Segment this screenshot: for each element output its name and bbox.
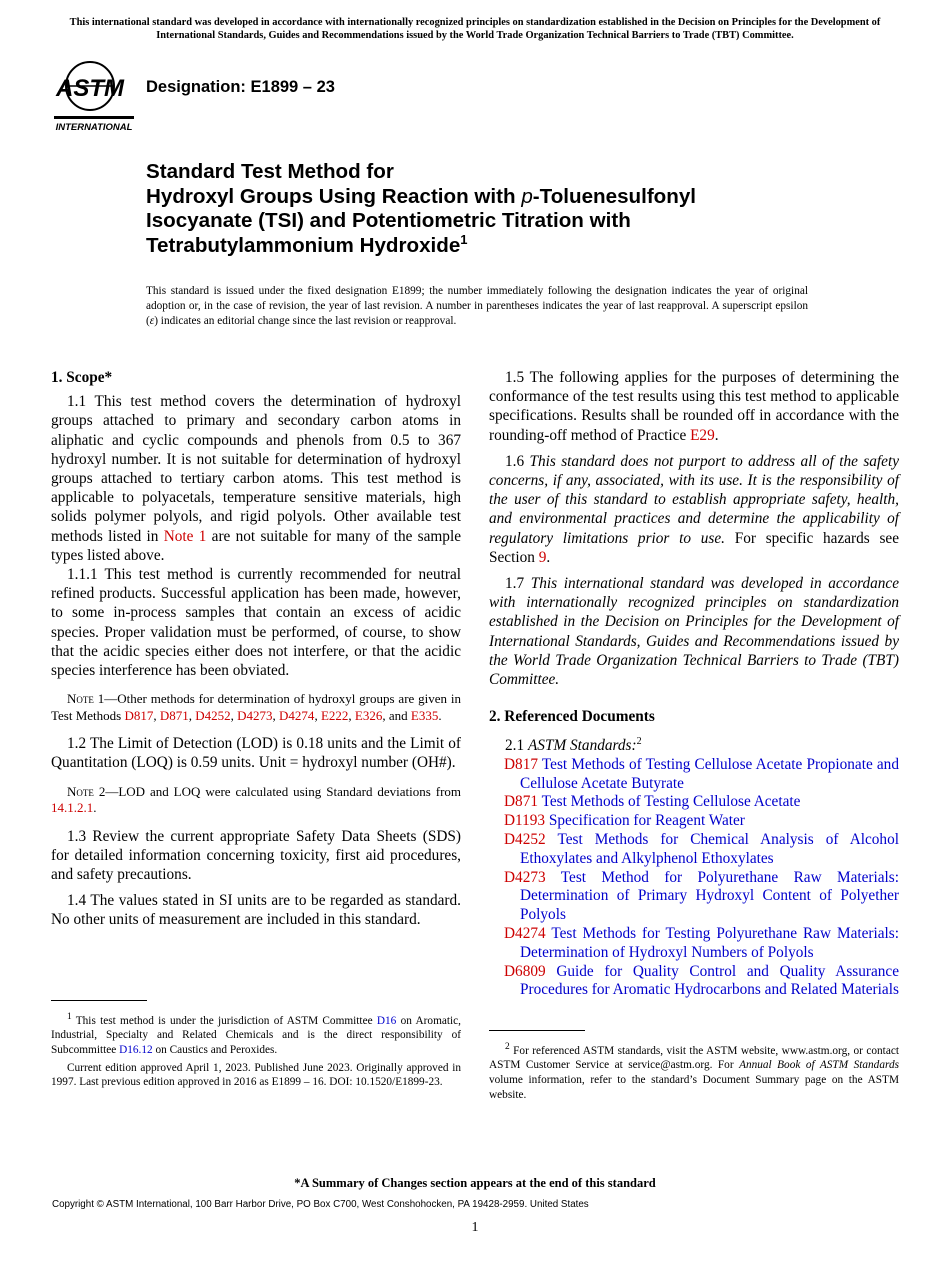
top-notice: This international standard was developed in accordance with internationally recognized principles on standardization established in the Decision on Principles for the Development of International Standards, Guides and Recommendations issued by the World Trade Organization Technical Barriers to Trade (TBT) Committee. [69, 17, 881, 41]
footnote-1: $^1$ This test method is under the jurisdiction of ASTM Committee D16 on Aromatic, Industrial, Specialty and Related Chemicals and is the direct responsibility of Subcommittee D16.12 on Caustics and Peroxides. Current edition approved April 1, 2023. Published June 2023. Originally approved in 1997. Last previous edition approved in 2016 as E1899 – 16. DOI: 10.1520/E1899-23. [51, 1012, 461, 1089]
note1-link-e222[interactable]: E222 [320, 707, 349, 723]
para-1-6: 1.6 This standard does not purport to address all of the safety concerns, if any, associated, with its use. It is the responsibility of the user of this standard to establish appropriate safety, health, and environmental practices and determine the applicability of regulatory limitations prior to use. For specific hazards see Section 9. [489, 452, 900, 566]
para-1-3: 1.3 Review the current appropriate Safety Data Sheets (SDS) for detailed information concerning toxicity, first aid procedures, and safety precautions. [51, 827, 461, 884]
note2-link-14-1-2-1[interactable]: 14.1.2.1 [51, 800, 94, 816]
note1-link-d4252[interactable]: D4252 [195, 707, 231, 723]
note1-link-e335[interactable]: E335 [410, 707, 439, 723]
left-column [51, 368, 461, 930]
note1-link-d4273[interactable]: D4273 [237, 707, 273, 723]
note-1: Note 1—Other methods for determination of hydroxyl groups are given in Test Methods D817, D871, D4252, D4273, D4274, E222, E326, and E335. [51, 691, 461, 723]
para-1-7: 1.7 This international standard was developed in accordance with internationally recognized principles on standardization established in the Decision on Principles for the Development of International Standards, Guides and Recommendations issued by the World Trade Organization Technical Barriers to Trade (TBT) Committee. [489, 575, 899, 689]
section-2-heading: 2. Referenced Documents [489, 708, 655, 726]
right-column [489, 368, 899, 1000]
title-line-1: Standard Test Method for [146, 160, 394, 183]
link-e29[interactable]: E29 [690, 426, 715, 444]
para-1-1-1: 1.1.1 This test method is currently recommended for neutral refined products. Successful application has been made, however, to some in-process samples that contain an excess of acidic species. Proper validation must be performed, of course, to show that the acidic species either does not interfere, or that the acidic species interference has been obviated. [51, 566, 461, 680]
link-section-9[interactable]: 9 [538, 548, 547, 566]
note1-link-d4274[interactable]: D4274 [279, 707, 315, 723]
footnote-1-edition: Current edition approved April 1, 2023. Published June 2023. Originally approved in 1997. Last previous edition approved in 2016 as E1899 – 16. DOI: 10.1520/E1899-23. [51, 1061, 461, 1089]
issuance-statement: This standard is issued under the fixed designation E1899; the number immediately following the designation indicates the year of original adoption or, in the case of revision, the year of last revision. A number in parentheses indicates the year of last reapproval. A superscript epsilon (ε) indicates an editorial change since the last revision or reapproval. [146, 285, 808, 327]
ref-d4274[interactable]: D4274 Test Methods for Testing Polyurethane Raw Materials: Determination of Hydroxyl Numbers of Polyols [504, 924, 899, 961]
note1-link-e326[interactable]: E326 [354, 707, 383, 723]
link-note-1[interactable]: Note 1 [163, 527, 207, 545]
footnote-2: $^2$ For referenced ASTM standards, visit the ASTM website, www.astm.org, or contact ASTM Customer Service at service@astm.org. For Annual Book of ASTM Standards volume information, refer to the standard’s Document Summary page on the ASTM website. [489, 1042, 899, 1101]
title-footnote-mark[interactable]: 1 [460, 231, 468, 247]
title-line-4: Tetrabutylammonium Hydroxide$^1$ [146, 231, 468, 257]
ref-d6809[interactable]: D6809 Guide for Quality Control and Quality Assurance Procedures for Aromatic Hydrocarbons and Related Materials [504, 962, 899, 999]
summary-of-changes-note: *A Summary of Changes section appears at the end of this standard [294, 1176, 656, 1190]
ref-d871[interactable]: D871 Test Methods of Testing Cellulose Acetate [504, 793, 801, 811]
para-2-1: 2.1 ASTM Standards:$^2$ [505, 736, 642, 755]
note-2: Note 2—LOD and LOQ were calculated using Standard deviations from 14.1.2.1. [51, 783, 462, 816]
footnote-rule-left [51, 1000, 147, 1001]
para-1-1: 1.1 This test method covers the determination of hydroxyl groups attached to primary and secondary carbon atoms in aliphatic and cyclic compounds and phenols from 0.5 to 367 hydroxyl number. It is not suitable for determination of hydroxyl groups attached to tertiary carbon atoms. This test method is applicable to polyacetals, temperature sensitive materials, high solids polymer polyols, and rigid polyols. Other available test methods listed in Note 1 are not suitable for many of the sample types listed above. [51, 393, 461, 564]
ref-d4252[interactable]: D4252 Test Methods for Chemical Analysis of Alcohol Ethoxylates and Alkylphenol Ethoxylates [504, 830, 899, 867]
para-1-2: 1.2 The Limit of Detection (LOD) is 0.18 units and the Limit of Quantitation (LOQ) is 0.59 units. Unit = hydroxyl number (OH#). [51, 735, 461, 772]
fn1-link-d16[interactable]: D16 [376, 1014, 397, 1027]
note1-link-d871[interactable]: D871 [159, 707, 189, 723]
designation-value: E1899 – 23 [250, 78, 335, 96]
page-number: 1 [471, 1220, 479, 1235]
ref-d817[interactable]: D817 Test Methods of Testing Cellulose Acetate Propionate and Cellulose Acetate Butyrate [504, 755, 899, 792]
footnote-rule-right [489, 1030, 585, 1031]
ref-d4273[interactable]: D4273 Test Method for Polyurethane Raw Materials: Determination of Primary Hydroxyl Content of Polyether Polyols [504, 868, 899, 924]
logo-text-international: INTERNATIONAL [55, 122, 133, 132]
para-1-4: 1.4 The values stated in SI units are to be regarded as standard. No other units of measurement are included in this standard. [51, 892, 461, 929]
ref-d1193[interactable]: D1193 Specification for Reagent Water [504, 812, 745, 830]
fn1-link-d16-12[interactable]: D16.12 [119, 1043, 153, 1056]
copyright-line: Copyright © ASTM International, 100 Barr Harbor Drive, PO Box C700, West Conshohocken, PA 19428-2959. United States [52, 1199, 589, 1210]
para-1-5: 1.5 The following applies for the purposes of determining the conformance of the test results using this test method to applicable specifications. Results shall be rounded off in accordance with the rounding-off method of Practice E29. [489, 369, 899, 444]
designation-label: Designation: [146, 78, 246, 96]
title-line-3: Isocyanate (TSI) and Potentiometric Titration with [146, 209, 631, 232]
designation [146, 78, 335, 97]
title-line-2: Hydroxyl Groups Using Reaction with p-Toluenesulfonyl [146, 184, 697, 208]
document-title [146, 160, 846, 258]
astm-logo [52, 56, 136, 132]
note1-link-d817[interactable]: D817 [124, 707, 154, 723]
logo-text-astm: ASTM [56, 75, 124, 102]
section-1-heading: 1. Scope* [51, 369, 113, 386]
